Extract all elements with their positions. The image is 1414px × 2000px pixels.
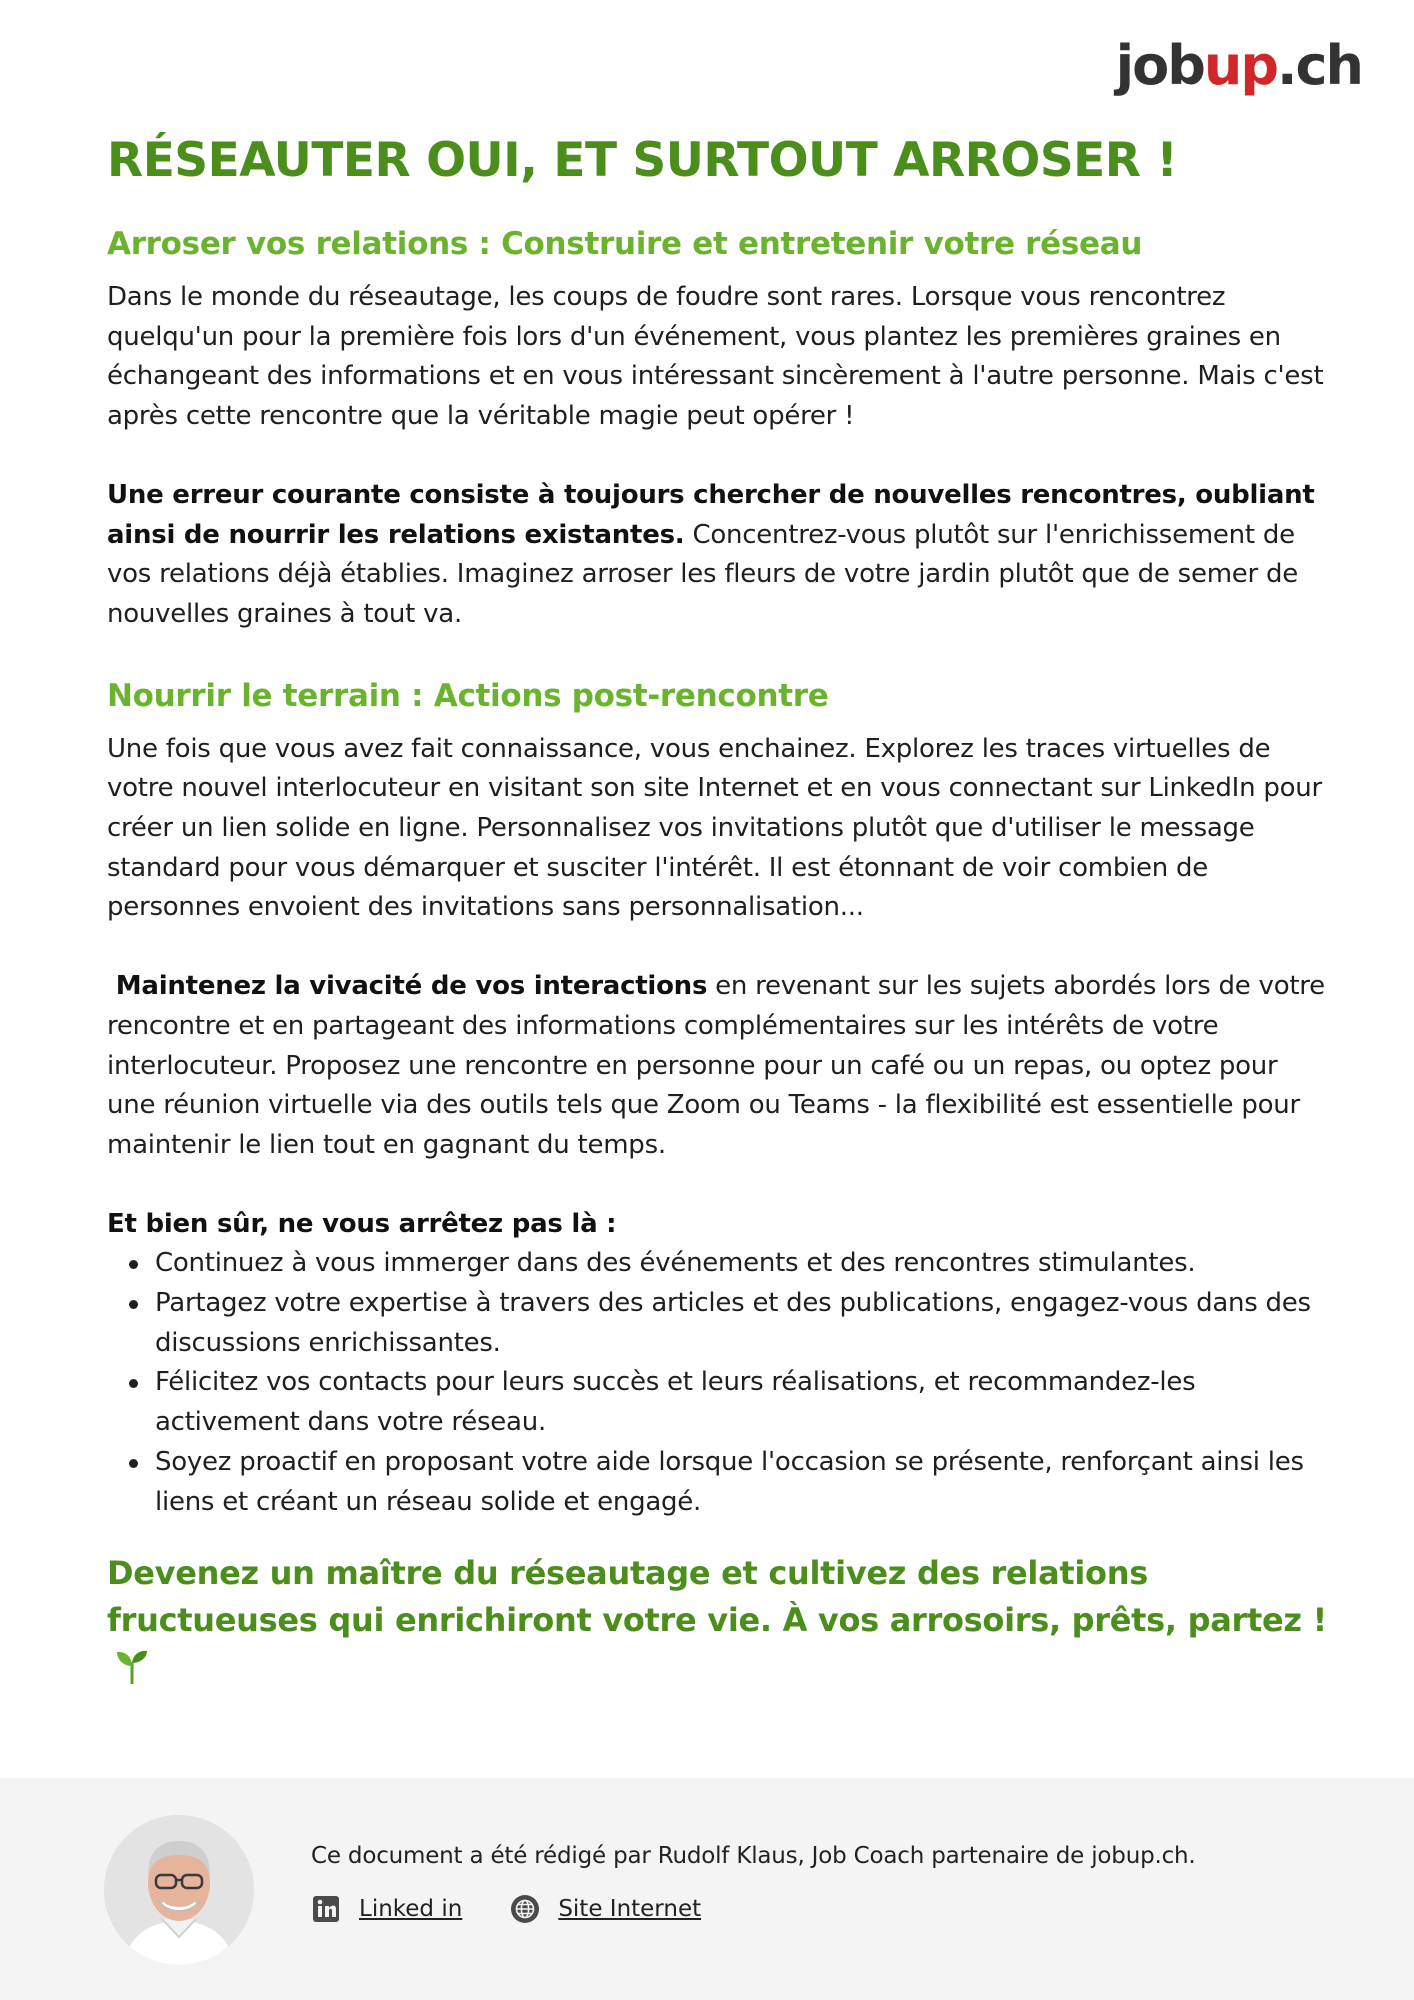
author-credit: Ce document a été rédigé par Rudolf Klaus, Job Coach partenaire de jobup.ch. (311, 1843, 1196, 1869)
list-item: Partagez votre expertise à travers des articles et des publications, engagez-vous dans des discussions enrichissantes. (155, 1284, 1327, 1363)
mistake-bold-text: Une erreur courante consiste à toujours chercher de nouvelles rencontres, oubliant ainsi de nourrir les relations existantes. (107, 479, 1315, 550)
author-links (311, 1894, 749, 1924)
page-title: RÉSEAUTER OUI, ET SURTOUT ARROSER ! (107, 133, 1178, 188)
closing-statement (107, 1550, 1327, 1691)
author-avatar (104, 1815, 254, 1965)
globe-icon (510, 1894, 540, 1924)
traces-paragraph: Une fois que vous avez fait connaissance, vous enchainez. Explorez les traces virtuelles de votre nouvel interlocuteur en visitant son site Internet et en vous connectant sur LinkedIn pour créer un lien solide en ligne. Personnalisez vos invitations plutôt que d'utiliser le message standard pour vous démarquer et susciter l'intérêt. Il est étonnant de voir combien de personnes envoient des invitations sans personnalisation... (107, 733, 1322, 923)
tips-list (107, 1244, 1327, 1522)
stop-heading-text: Et bien sûr, ne vous arrêtez pas là : (107, 1208, 617, 1239)
linkedin-icon (311, 1894, 341, 1924)
list-item: Félicitez vos contacts pour leurs succès et leurs réalisations, et recommandez-les activement dans votre réseau. (155, 1363, 1327, 1442)
linkedin-link[interactable] (311, 1894, 462, 1924)
section-heading-post-meeting: Nourrir le terrain : Actions post-rencontre (107, 677, 829, 714)
linkedin-label[interactable]: Linked in (359, 1896, 463, 1922)
vivacity-text: en revenant sur les sujets abordés lors de votre rencontre et en partageant des informations complémentaires sur les intérêts de votre interlocuteur. Proposez une rencontre en personne pour un café ou un repas, ou optez pour une réunion virtuelle via des outils tels que Zoom ou Teams - la flexibilité est essentielle pour maintenir le lien tout en gagnant du temps. (107, 971, 1325, 1160)
stop-heading (107, 1205, 1327, 1245)
mistake-text: Concentrez-vous plutôt sur l'enrichissement de vos relations déjà établies. Imaginez arroser les fleurs de votre jardin plutôt que de semer de nouvelles graines à tout va. (107, 519, 1299, 629)
vivacity-paragraph (107, 967, 1327, 1166)
list-item: Soyez proactif en proposant votre aide lorsque l'occasion se présente, renforçant ainsi les liens et créant un réseau solide et engagé. (155, 1443, 1327, 1522)
website-label[interactable]: Site Internet (558, 1896, 702, 1922)
article-content (107, 128, 1327, 1691)
sprout-icon (115, 1648, 149, 1684)
list-item: Continuez à vous immerger dans des événements et des rencontres stimulantes. (155, 1244, 1327, 1284)
author-footer (0, 1778, 1414, 2000)
closing-text: Devenez un maître du réseautage et cultivez des relations fructueuses qui enrichiront votre vie. À vos arrosoirs, prêts, partez ! (107, 1554, 1327, 1640)
jobup-logo[interactable]: jobup.ch (1115, 34, 1362, 97)
mistake-paragraph (107, 476, 1327, 635)
vivacity-bold-text: Maintenez la vivacité de vos interactions (107, 971, 708, 1002)
intro-paragraph: Dans le monde du réseautage, les coups de foudre sont rares. Lorsque vous rencontrez quelqu'un pour la première fois lors d'un événement, vous plantez les premières graines en échangeant des informations et en vous intéressant sincèrement à l'autre personne. Mais c'est après cette rencontre que la véritable magie peut opérer ! (107, 282, 1324, 432)
section-heading-watering: Arroser vos relations : Construire et entretenir votre réseau (107, 226, 1143, 262)
website-link[interactable] (510, 1894, 701, 1924)
